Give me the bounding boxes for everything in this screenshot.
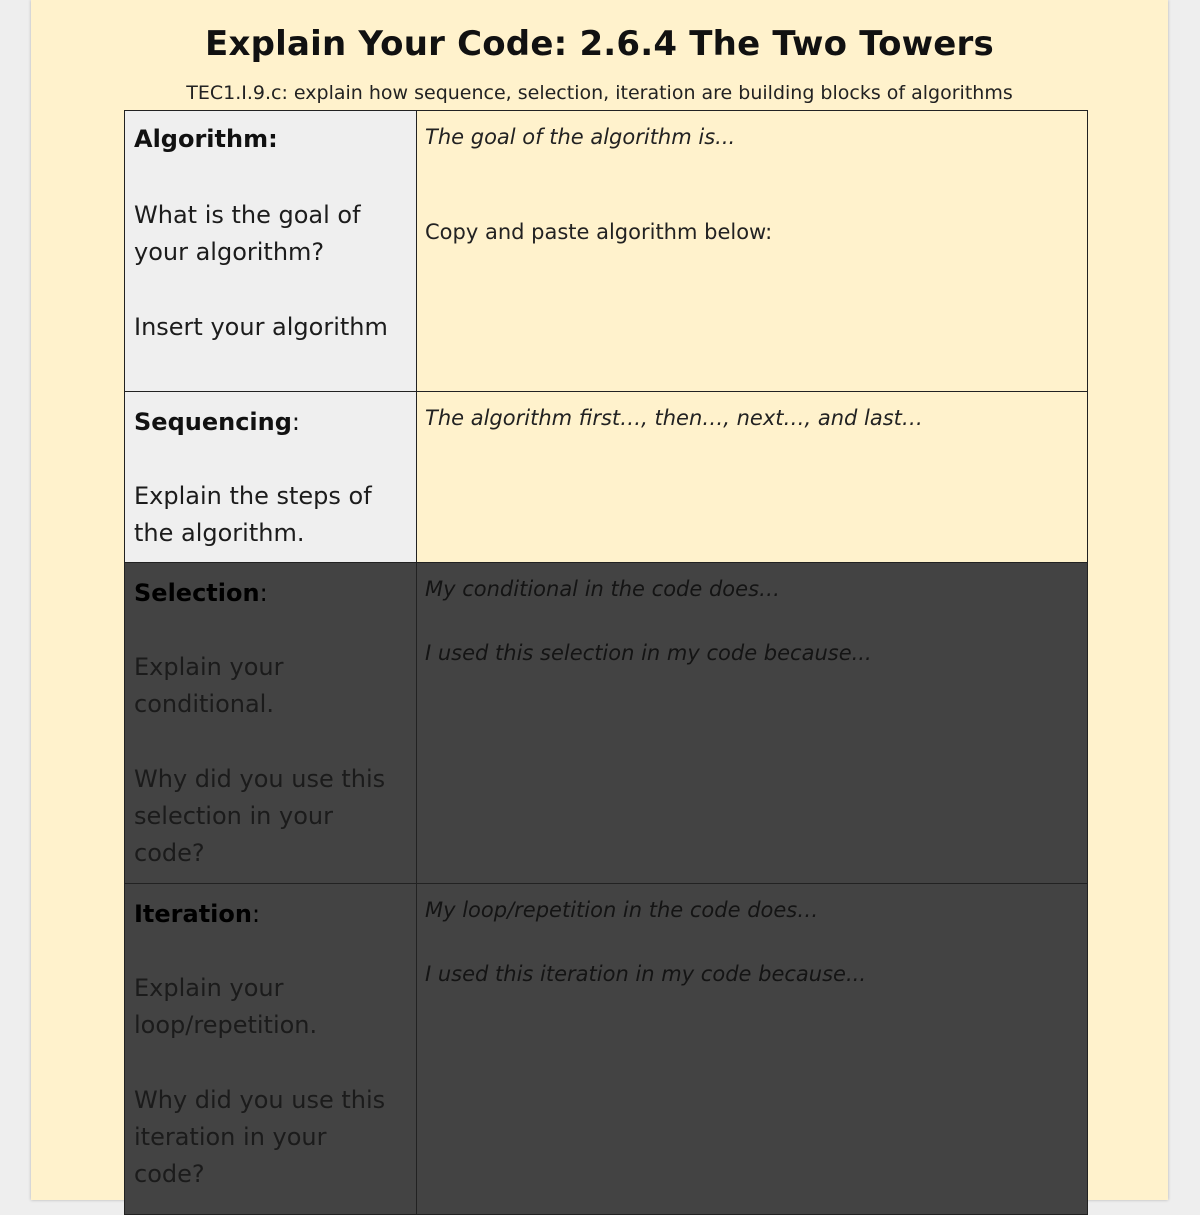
algorithm-heading: Algorithm: (134, 125, 278, 153)
iteration-why-prompt: Why did you use this iteration in your code? (134, 1086, 386, 1188)
iteration-prompt-cell (125, 884, 417, 1215)
selection-why-prompt: Why did you use this selection in your code? (134, 765, 386, 867)
table-row-iteration (125, 884, 1088, 1215)
document-page (31, 0, 1168, 1200)
selection-response-cell[interactable] (417, 563, 1088, 884)
sequencing-heading: Sequencing: (134, 408, 301, 436)
sequencing-steps-prompt: Explain the steps of the algorithm. (134, 482, 372, 547)
iteration-heading: Iteration: (134, 900, 261, 928)
algorithm-insert-prompt: Insert your algorithm (134, 313, 388, 341)
algorithm-paste-response[interactable]: Copy and paste algorithm below: (425, 220, 773, 244)
iteration-why-response[interactable]: I used this iteration in my code because... (425, 962, 866, 986)
standard-subtitle: TEC1.I.9.c: explain how sequence, selection, iteration are building blocks of algorithms (186, 82, 1013, 104)
algorithm-prompt-cell (125, 111, 417, 392)
table-row-algorithm (125, 111, 1088, 392)
sequencing-prompt-cell (125, 392, 417, 563)
page-title: Explain Your Code: 2.6.4 The Two Towers (205, 24, 994, 64)
selection-conditional-response[interactable]: My conditional in the code does… (425, 577, 781, 601)
selection-prompt-cell (125, 563, 417, 884)
selection-conditional-prompt: Explain your conditional. (134, 653, 284, 718)
table-row-selection (125, 563, 1088, 884)
selection-heading: Selection: (134, 579, 268, 607)
algorithm-goal-prompt: What is the goal of your algorithm? (134, 201, 361, 266)
iteration-loop-response[interactable]: My loop/repetition in the code does… (425, 898, 819, 922)
sequencing-response-cell[interactable] (417, 392, 1088, 563)
sequencing-response[interactable]: The algorithm first…, then…, next…, and last… (425, 406, 923, 430)
algorithm-response-cell[interactable] (417, 111, 1088, 392)
worksheet-table (124, 110, 1088, 1215)
iteration-loop-prompt: Explain your loop/repetition. (134, 974, 318, 1039)
algorithm-goal-response[interactable]: The goal of the algorithm is... (425, 125, 736, 149)
iteration-response-cell[interactable] (417, 884, 1088, 1215)
selection-why-response[interactable]: I used this selection in my code because... (425, 641, 872, 665)
table-row-sequencing (125, 392, 1088, 563)
